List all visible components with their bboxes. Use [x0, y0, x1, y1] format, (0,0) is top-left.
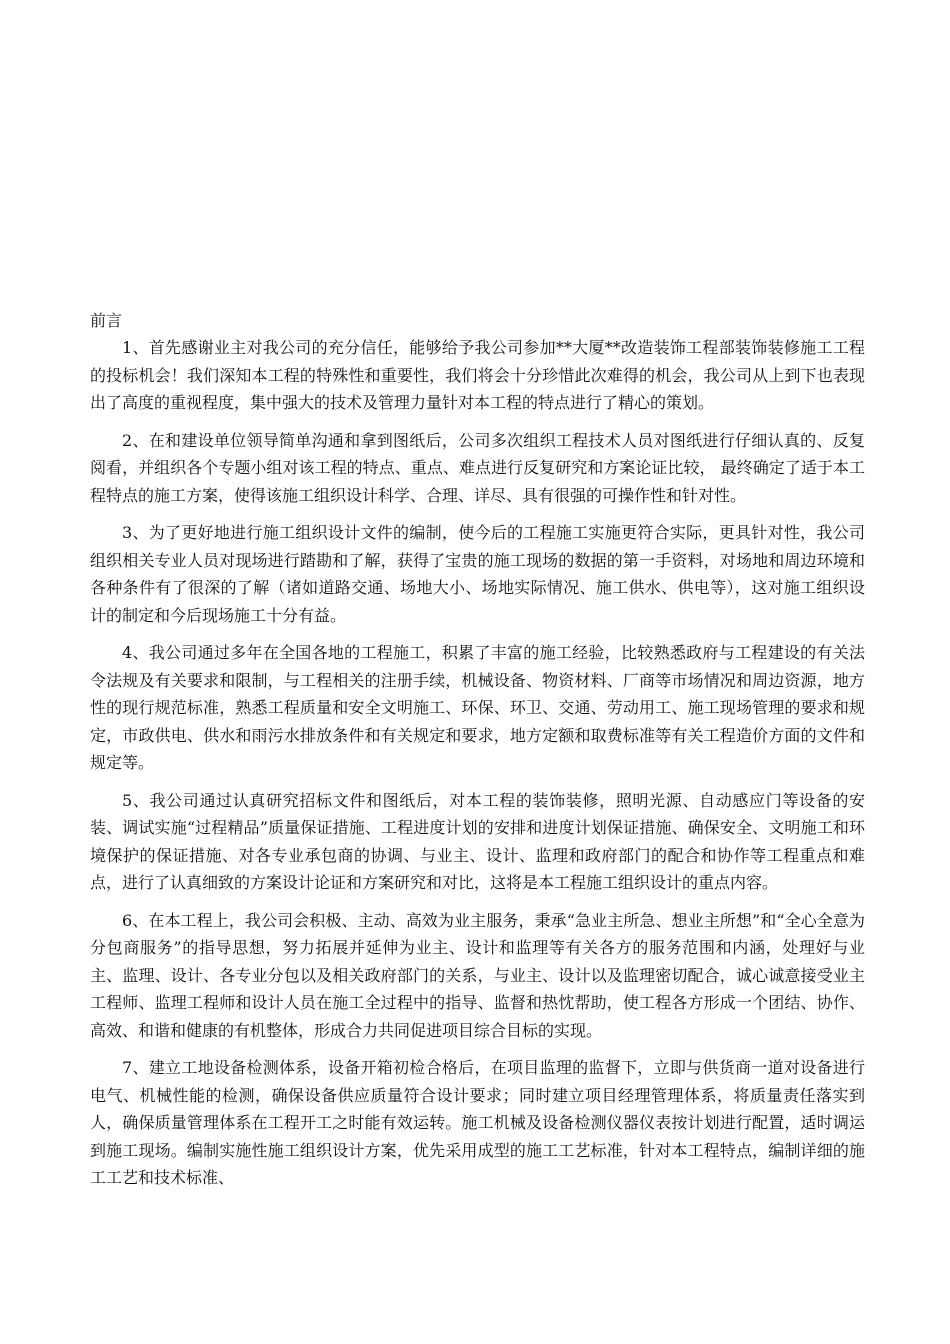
document-body	[90, 308, 865, 1202]
paragraph-3: 3、为了更好地进行施工组织设计文件的编制，使今后的工程施工实施更符合实际，更具针对性，我公司组织相关专业人员对现场进行踏勘和了解，获得了宝贵的施工现场的数据的第一手资料，对场地和周边环境和各种条件有了很深的了解（诸如道路交通、场地大小、场地实际情况、施工供水、供电等），这对施工组织设计的制定和今后现场施工十分有益。	[90, 523, 865, 625]
paragraph-2: 2、在和建设单位领导简单沟通和拿到图纸后，公司多次组织工程技术人员对图纸进行仔细认真的、反复阅看，并组织各个专题小组对该工程的特点、重点、难点进行反复研究和方案论证比较， 最终确定了适于本工程特点的施工方案，使得该施工组织设计科学、合理、详尽、具有很强的可操作性和针对性。	[90, 430, 865, 505]
paragraph-1: 1、首先感谢业主对我公司的充分信任，能够给予我公司参加**大厦**改造装饰工程部装饰装修施工工程的投标机会！我们深知本工程的特殊性和重要性，我们将会十分珍惜此次难得的机会，我公司从上到下也表现出了高度的重视程度，集中强大的技术及管理力量针对本工程的特点进行了精心的策划。	[90, 338, 865, 412]
paragraph-6: 6、在本工程上，我公司会积极、主动、高效为业主服务，秉承“急业主所急、想业主所想”和“全心全意为分包商服务”的指导思想，努力拓展并延伸为业主、设计和监理等有关各方的服务范围和内涵，处理好与业主、监理、设计、各专业分包以及相关政府部门的关系，与业主、设计以及监理密切配合，诚心诚意接受业主工程师、监理工程师和设计人员在施工全过程中的指导、监督和热忱帮助，使工程各方形成一个团结、协作、高效、和谐和健康的有机整体，形成合力共同促进项目综合目标的实现。	[90, 910, 865, 1040]
paragraph-4: 4、我公司通过多年在全国各地的工程施工，积累了丰富的施工经验，比较熟悉政府与工程建设的有关法令法规及有关要求和限制，与工程相关的注册手续，机械设备、物资材料、厂商等市场情况和周边资源，地方性的现行规范标准，熟悉工程质量和安全文明施工、环保、环卫、交通、劳动用工、施工现场管理的要求和规定，市政供电、供水和雨污水排放条件和有关规定和要求，地方定额和取费标准等有关工程造价方面的文件和规定等。	[90, 643, 865, 772]
section-heading: 前言	[90, 311, 123, 330]
paragraph-5: 5、我公司通过认真研究招标文件和图纸后，对本工程的装饰装修，照明光源、自动感应门等设备的安装、调试实施“过程精品”质量保证措施、工程进度计划的安排和进度计划保证措施、确保安全、文明施工和环境保护的保证措施、对各专业承包商的协调、与业主、设计、监理和政府部门的配合和协作等工程重点和难点，进行了认真细致的方案设计论证和方案研究和对比，这将是本工程施工组织设计的重点内容。	[90, 790, 865, 892]
paragraph-7: 7、建立工地设备检测体系，设备开箱初检合格后，在项目监理的监督下，立即与供货商一道对设备进行电气、机械性能的检测，确保设备供应质量符合设计要求；同时建立项目经理管理体系，将质量责任落实到人，确保质量管理体系在工程开工之时能有效运转。施工机械及设备检测仪器仪表按计划进行配置，适时调运到施工现场。编制实施性施工组织设计方案，优先采用成型的施工工艺标准，针对本工程特点，编制详细的施工工艺和技术标准、	[90, 1058, 865, 1187]
